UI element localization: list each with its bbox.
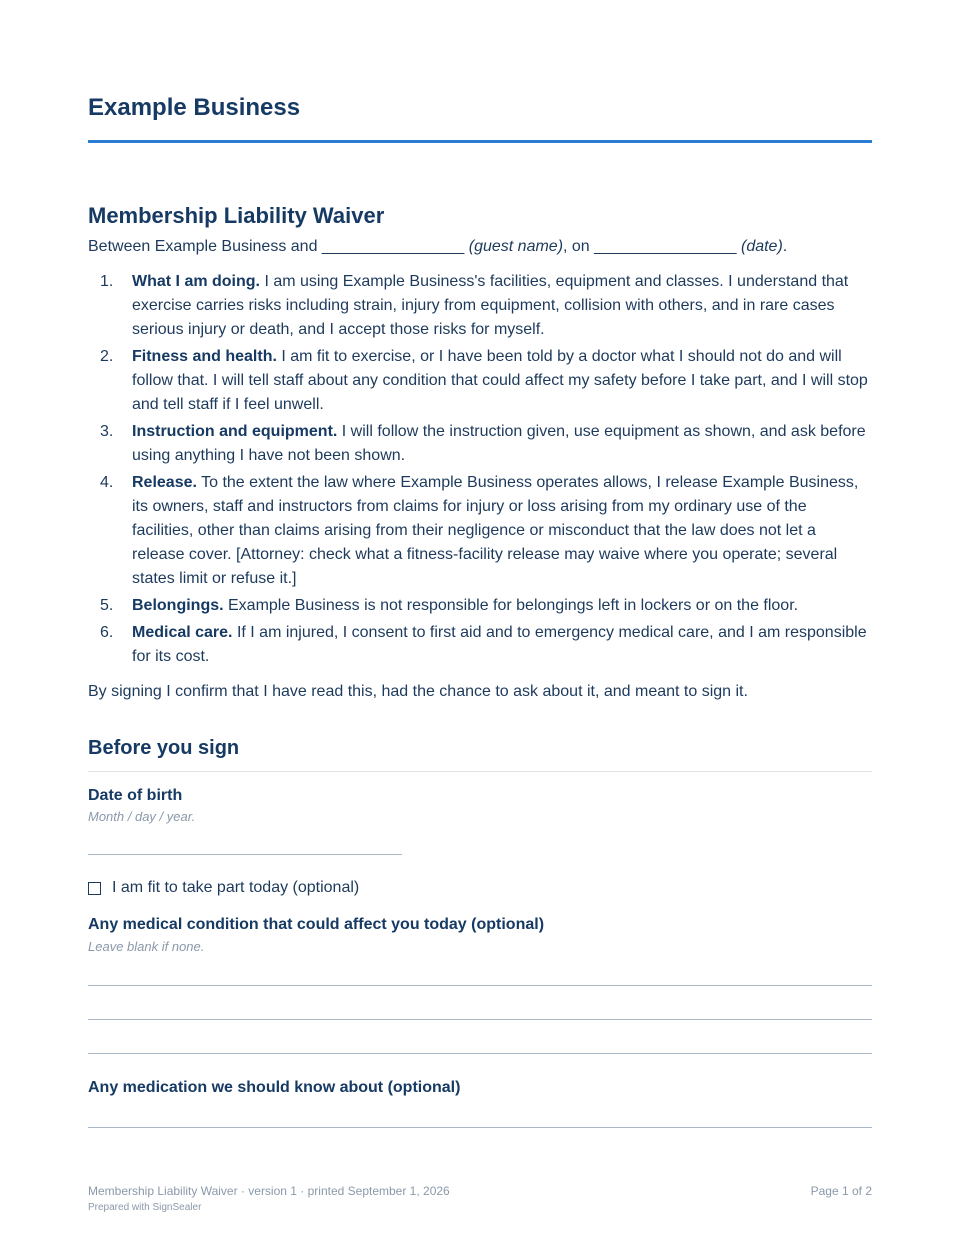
business-name: Example Business (88, 94, 301, 121)
dob-label: Date of birth (88, 787, 183, 804)
clause-text: I am using Example Business's facilities, equipment and classes. I understand that exercise carries risks including strain, injury from equipment, collision with others, and in rare cases serious injury or death, and I accept those risks for myself. (132, 273, 849, 338)
medical-condition-label: Any medical condition that could affect you today (optional) (88, 916, 545, 933)
clause-heading: Medical care. (132, 624, 233, 641)
clause-number: 2. (100, 348, 114, 365)
fit-today-checkbox[interactable] (88, 882, 101, 895)
clause-number: 4. (100, 474, 114, 491)
clause-item (88, 420, 872, 468)
clause-heading: What I am doing. (132, 273, 260, 290)
confirmation-statement: By signing I confirm that I have read this, had the chance to ask about it, and meant to sign it. (88, 683, 748, 700)
waiver-clauses (88, 270, 872, 672)
clause-number: 6. (100, 624, 114, 641)
medication-input-line[interactable] (88, 1127, 872, 1128)
clause-text: Example Business is not responsible for belongings left in lockers or on the floor. (223, 597, 799, 614)
document-page (88, 0, 872, 1242)
parties-suffix: . (782, 238, 788, 255)
date-label: (date) (740, 238, 783, 255)
clause-heading: Instruction and equipment. (132, 423, 338, 440)
clause-item (88, 345, 872, 417)
clause-heading: Release. (132, 474, 197, 491)
clause-item (88, 471, 872, 591)
guest-name-label: (guest name) (468, 238, 564, 255)
clause-number: 3. (100, 423, 114, 440)
medical-condition-hint: Leave blank if none. (88, 939, 205, 954)
clause-text: To the extent the law where Example Business operates allows, I release Example Business, its owners, staff and instructors from claims for injury or loss arising from my ordinary use of the facilities, other than claims arising from their negligence or misconduct that the law does not let a release cover. [Attorney: check what a fitness-facility release may waive where you operate; several states limit or refuse it.] (132, 474, 859, 587)
page-number: Page 1 of 2 (810, 1184, 872, 1198)
medical-condition-line-2[interactable] (88, 1019, 872, 1020)
dob-hint: Month / day / year. (88, 809, 196, 824)
date-blank: ________________ (594, 238, 737, 255)
fit-today-label: I am fit to take part today (optional) (112, 879, 360, 896)
clause-text: If I am injured, I consent to first aid and to emergency medical care, and I am responsible for its cost. (132, 624, 867, 665)
clause-number: 1. (100, 273, 114, 290)
section-divider (88, 771, 872, 772)
before-you-sign-title: Before you sign (88, 737, 240, 759)
medical-condition-line-1[interactable] (88, 985, 872, 986)
footer-meta: Membership Liability Waiver · version 1 · printed September 1, 2026 (88, 1184, 450, 1198)
parties-prefix: Between Example Business and (88, 238, 322, 255)
dob-input-line[interactable] (88, 854, 402, 855)
clause-text: I will follow the instruction given, use equipment as shown, and ask before using anything I have not been shown. (132, 423, 866, 464)
medical-condition-line-3[interactable] (88, 1053, 872, 1054)
medication-label: Any medication we should know about (optional) (88, 1079, 461, 1096)
document-title: Membership Liability Waiver (88, 203, 385, 228)
header-rule (88, 140, 872, 143)
clause-text: I am fit to exercise, or I have been told by a doctor what I should not do and will follow that. I will tell staff about any condition that could affect my safety before I take part, and I will stop and tell staff if I feel unwell. (132, 348, 868, 413)
clause-number: 5. (100, 597, 114, 614)
clause-heading: Fitness and health. (132, 348, 277, 365)
parties-on: , on (563, 238, 595, 255)
footer-prepared: Prepared with SignSealer (88, 1202, 202, 1213)
clause-item (88, 594, 872, 618)
clause-heading: Belongings. (132, 597, 224, 614)
fit-today-row[interactable] (88, 879, 359, 897)
clause-item (88, 270, 872, 342)
guest-name-blank: ________________ (321, 238, 465, 255)
clause-item (88, 621, 872, 669)
parties-line (88, 238, 787, 256)
